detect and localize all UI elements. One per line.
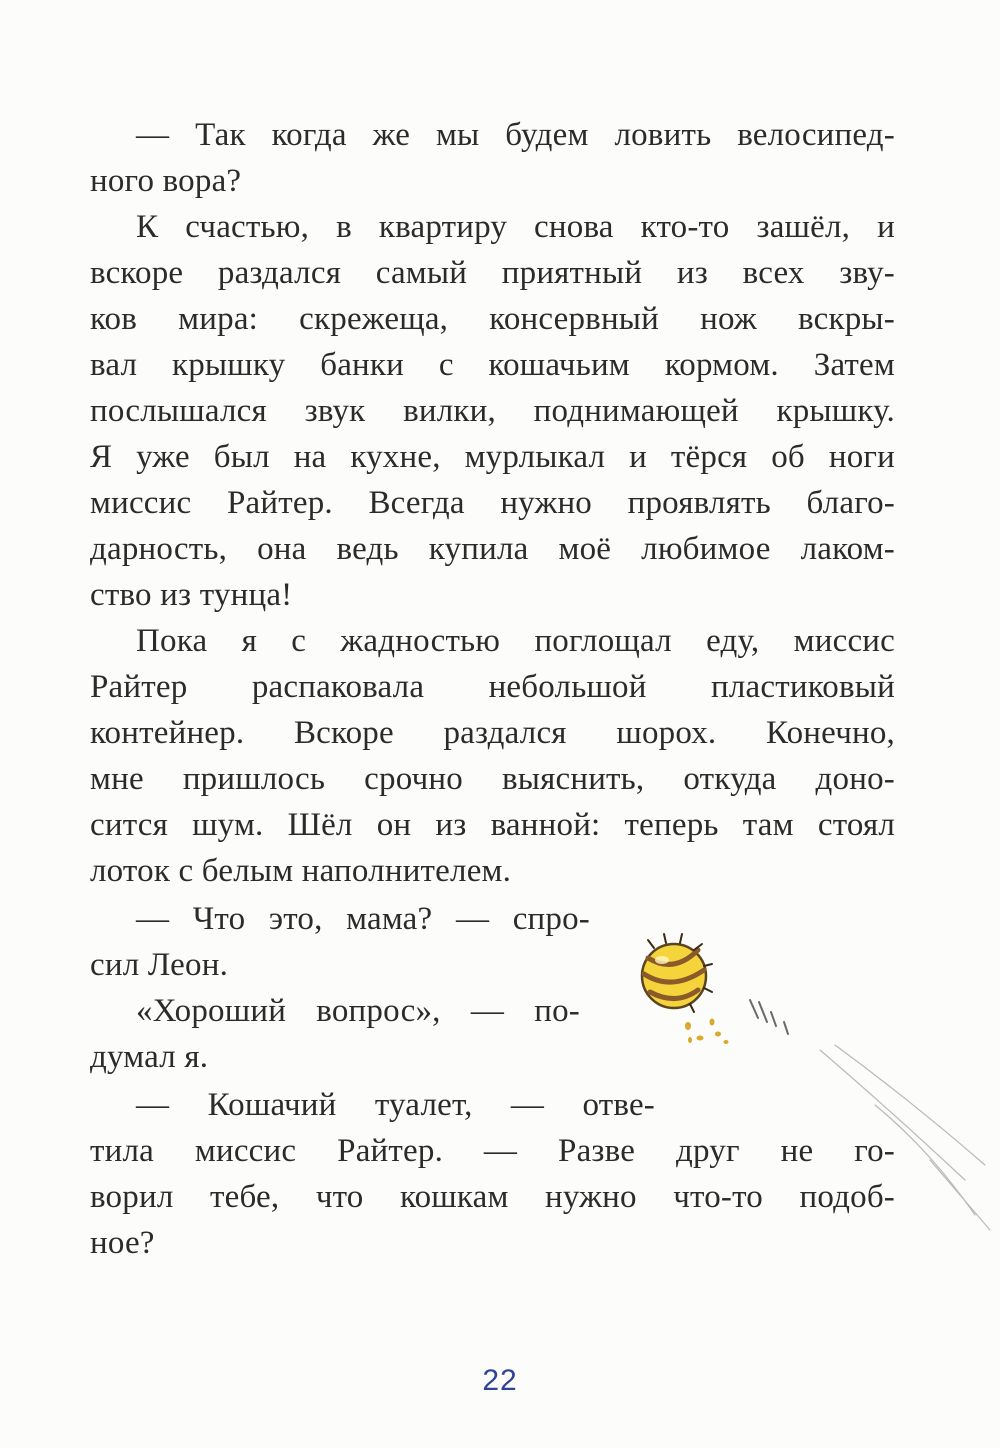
striped-ball-icon: [630, 930, 1000, 1260]
text-line: дарность, она ведь купила моё любимое лаком-: [90, 531, 895, 567]
text-line: ков мира: скрежеща, консервный нож вскры-: [90, 301, 895, 337]
text-line: Райтер распаковала небольшой пластиковый: [90, 669, 895, 705]
text-line: ство из тунца!: [90, 577, 293, 613]
text-line: миссис Райтер. Всегда нужно проявлять благо-: [90, 485, 895, 521]
text-line: Я уже был на кухне, мурлыкал и тёрся об ноги: [90, 439, 895, 475]
text-line: К счастью, в квартиру снова кто-то зашёл, и: [136, 209, 895, 245]
text-line: вскоре раздался самый приятный из всех зву-: [90, 255, 895, 291]
text-line: ворил тебе, что кошкам нужно что-то подоб-: [90, 1179, 895, 1215]
text-line: «Хороший вопрос», — по-: [136, 993, 580, 1029]
text-line: Пока я с жадностью поглощал еду, миссис: [136, 623, 895, 659]
text-line: послышался звук вилки, поднимающей крышку.: [90, 393, 895, 429]
text-line: сил Леон.: [90, 947, 229, 983]
text-line: контейнер. Вскоре раздался шорох. Конечно,: [90, 715, 895, 751]
text-line: — Так когда же мы будем ловить велосипед-: [136, 117, 895, 153]
text-line: — Что это, мама? — спро-: [136, 901, 590, 937]
text-line: мне пришлось срочно выяснить, откуда доно-: [90, 761, 895, 797]
text-line: ного вора?: [90, 163, 242, 199]
text-line: думал я.: [90, 1039, 209, 1075]
text-line: — Кошачий туалет, — отве-: [136, 1087, 655, 1123]
text-line: тила миссис Райтер. — Разве друг не го-: [90, 1133, 895, 1169]
text-line: вал крышку банки с кошачьим кормом. Затем: [90, 347, 895, 383]
text-line: ное?: [90, 1225, 155, 1261]
text-line: лоток с белым наполнителем.: [90, 853, 512, 889]
text-line: сится шум. Шёл он из ванной: теперь там стоял: [90, 807, 895, 843]
page-number: 22: [482, 1364, 518, 1397]
